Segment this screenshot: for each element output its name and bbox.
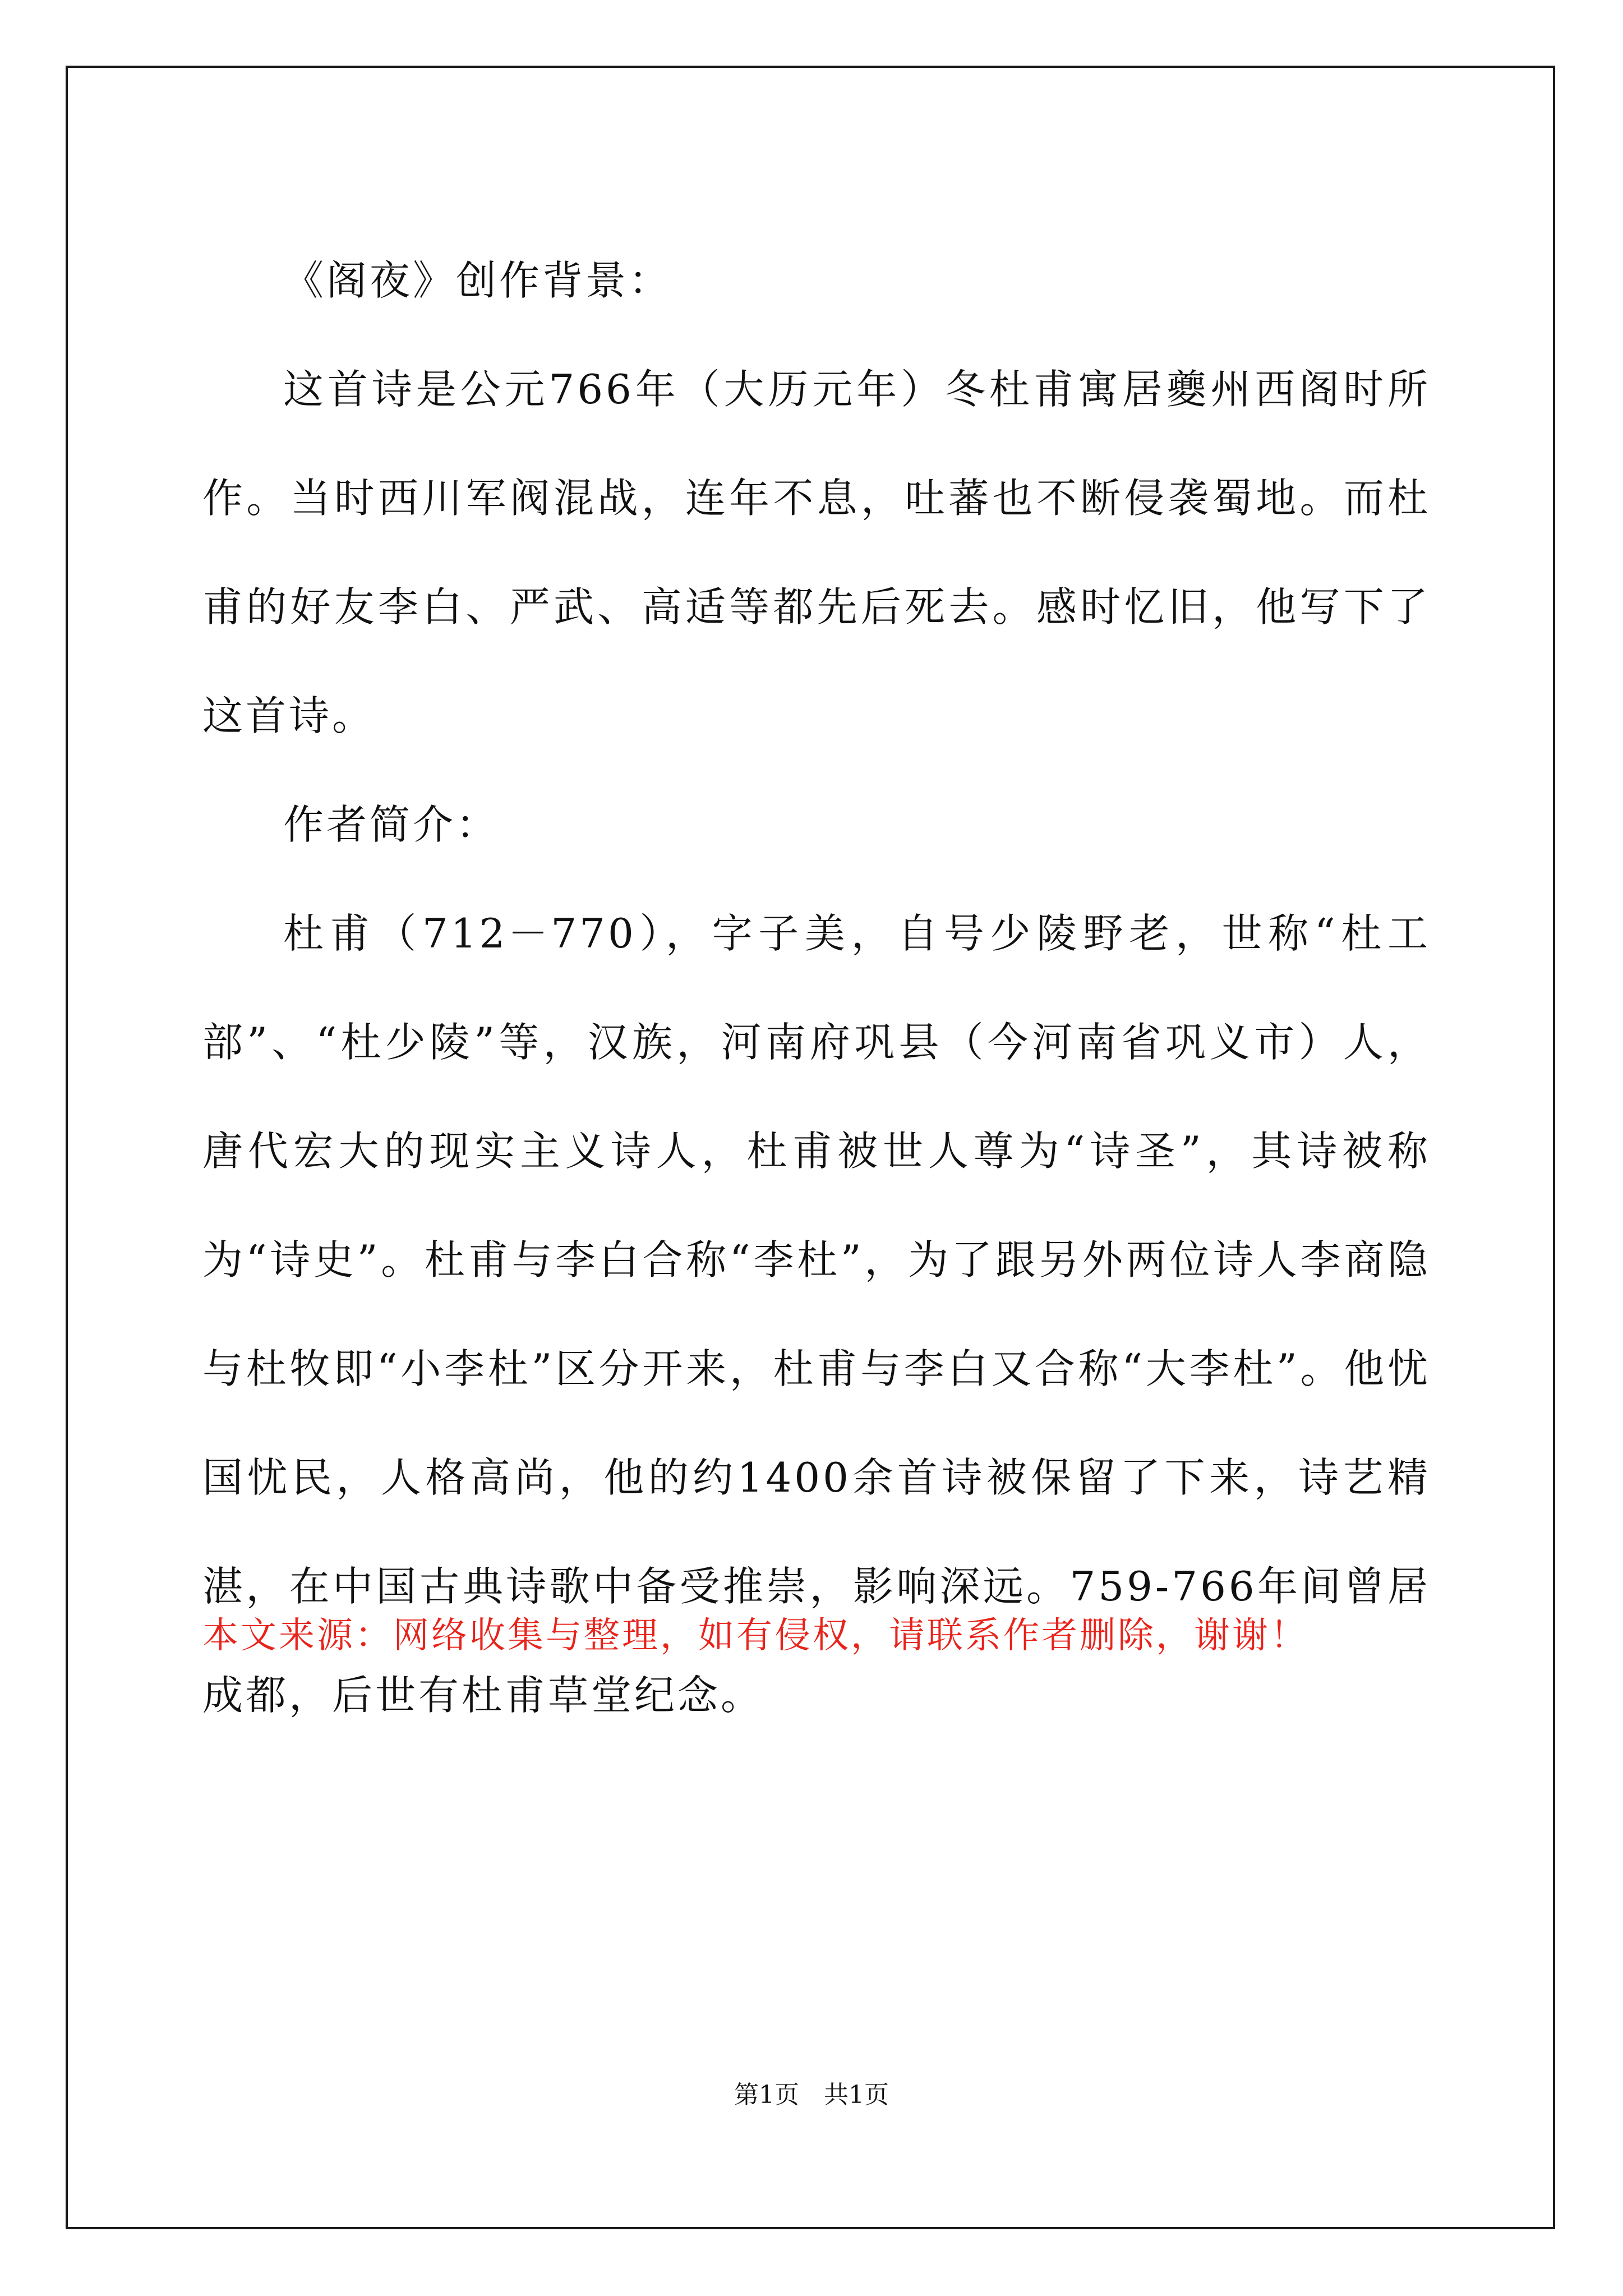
document-body (202, 226, 1431, 1750)
source-notice: 本文来源：网络收集与整理，如有侵权，请联系作者删除，谢谢！ (202, 1615, 1308, 1657)
background-paragraph: 这首诗是公元766年（大历元年）冬杜甫寓居夔州西阁时所作。当时西川军阀混战，连年不息，吐蕃也不断侵袭蜀地。而杜甫的好友李白、严武、高适等都先后死去。感时忆旧，他写下了这首诗。 (202, 366, 1431, 739)
page-number-footer: 第1页 共1页 (734, 2081, 889, 2109)
author-paragraph: 杜甫（712－770），字子美，自号少陵野老，世称“杜工部”、“杜少陵”等，汉族，河南府巩县（今河南省巩义市）人，唐代宏大的现实主义诗人，杜甫被世人尊为“诗圣”，其诗被称为“诗史”。杜甫与李白合称“李杜”，为了跟另外两位诗人李商隐与杜牧即“小李杜”区分开来，杜甫与李白又合称“大李杜”。他忧国忧民，人格高尚，他的约1400余首诗被保留了下来，诗艺精湛，在中国古典诗歌中备受推崇，影响深远。759-766年间曾居成都，后世有杜甫草堂纪念。 (202, 910, 1431, 1719)
background-heading: 《阁夜》创作背景： (283, 257, 672, 304)
author-heading: 作者简介： (283, 801, 500, 848)
